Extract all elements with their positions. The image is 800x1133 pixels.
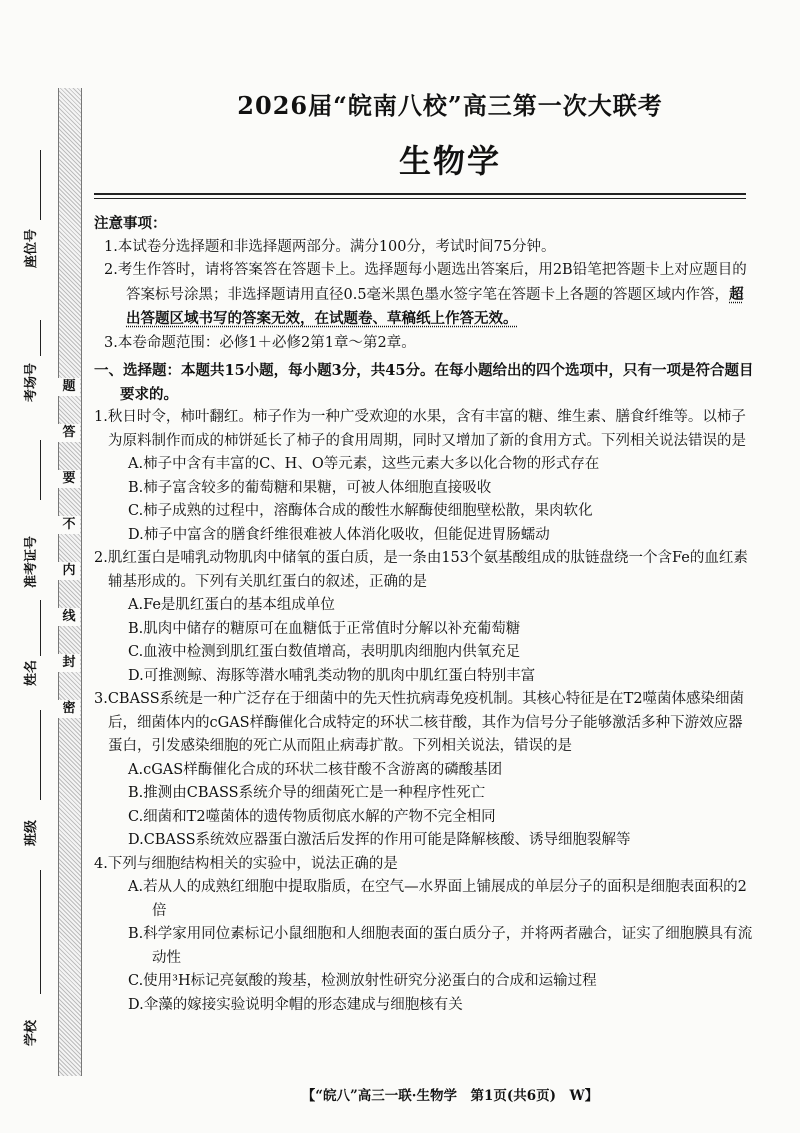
question-option: D.CBASS系统效应器蛋白激活后发挥的作用可能是降解核酸、诱导细胞裂解等 (128, 832, 631, 848)
notice-title: 注意事项： (94, 215, 167, 232)
exam-content (94, 212, 754, 1017)
seal-char: 内 (58, 562, 80, 580)
question (94, 853, 754, 1018)
ticket-label: 准考证号 (24, 535, 39, 588)
seat-field[interactable] (18, 150, 58, 320)
question-option: B.柿子富含较多的葡萄糖和果糖，可被人体细胞直接吸收 (128, 479, 492, 496)
class-label: 班级 (24, 819, 39, 846)
question-stem: 4.下列与细胞结构相关的实验中，说法正确的是 (94, 855, 398, 872)
seal-line-text (58, 378, 80, 718)
school-label: 学校 (24, 1019, 39, 1046)
question-stem: 2.肌红蛋白是哺乳动物肌肉中储氧的蛋白质，是一条由153个氨基酸组成的肽链盘绕一个含Fe的血红素辅基形成的。下列有关肌红蛋白的叙述，正确的是 (94, 550, 748, 590)
header-divider-thin (94, 198, 746, 199)
question-option: C.血液中检测到肌红蛋白数值增高，表明肌肉细胞内供氧充足 (128, 644, 521, 660)
seal-char: 线 (58, 608, 80, 626)
seal-char: 题 (58, 378, 80, 396)
question-option: D.可推测鲸、海豚等潜水哺乳类动物的肌肉中肌红蛋白特别丰富 (128, 667, 536, 684)
question-option: A.cGAS样酶催化合成的环状二核苷酸不含游离的磷酸基团 (128, 761, 503, 778)
question-option: A.柿子中含有丰富的C、H、O等元素，这些元素大多以化合物的形式存在 (128, 456, 600, 472)
question (94, 406, 754, 547)
name-label: 姓名 (24, 659, 39, 686)
class-field[interactable] (18, 710, 58, 870)
question-option: A.若从人的成熟红细胞中提取脂质，在空气—水界面上铺展成的单层分子的面积是细胞表面积的2倍 (128, 879, 747, 919)
question-option: C.使用³H标记亮氨酸的羧基，检测放射性研究分泌蛋白的合成和运输过程 (128, 973, 597, 989)
seal-char: 密 (58, 700, 80, 718)
question-option: B.推测由CBASS系统介导的细菌死亡是一种程序性死亡 (128, 785, 486, 801)
notice-item: 1.本试卷分选择题和非选择题两部分。满分100分，考试时间75分钟。 (104, 238, 556, 255)
exam-room-field[interactable] (18, 320, 58, 410)
question-option: B.科学家用同位素标记小鼠细胞和人细胞表面的蛋白质分子，并将两者融合，证实了细胞膜具有流动性 (128, 926, 753, 966)
header-divider (94, 193, 746, 195)
seal-char: 答 (58, 424, 80, 442)
question-option: C.细菌和T2噬菌体的遗传物质彻底水解的产物不完全相同 (128, 808, 496, 825)
school-field[interactable] (18, 870, 58, 1060)
subject-title: 生物学 (398, 142, 501, 180)
seal-char: 要 (58, 470, 80, 488)
seal-char: 不 (58, 516, 80, 534)
ticket-field[interactable] (18, 440, 58, 600)
notice-item: 3.本卷命题范围：必修1＋必修2第1章～第2章。 (104, 334, 416, 351)
question-option: A.Fe是肌红蛋白的基本组成单位 (128, 597, 335, 613)
section-heading: 一、选择题：本题共15小题，每小题3分，共45分。在每小题给出的四个选项中，只有一项是符合题目要求的。 (94, 362, 754, 403)
question (94, 547, 754, 688)
exam-room-label: 考场号 (24, 362, 39, 402)
question-option: B.肌肉中储存的糖原可在血糖低于正常值时分解以补充葡萄糖 (128, 620, 521, 637)
question-option: D.柿子中富含的膳食纤维很难被人体消化吸收，但能促进胃肠蠕动 (128, 526, 550, 543)
question-option: D.伞藻的嫁接实验说明伞帽的形态建成与细胞核有关 (128, 996, 463, 1013)
notice-emphasis: 超出答题区域书写的答案无效，在试题卷、草稿纸上作答无效。 (126, 285, 744, 327)
question-option: C.柿子成熟的过程中，溶酶体合成的酸性水解酶使细胞壁松散，果肉软化 (128, 503, 593, 519)
notice-text: 2.考生作答时，请将答案答在答题卡上。选择题每小题选出答案后，用2B铅笔把答题卡上对应题目的答案标号涂黑；非选择题请用直径0.5毫米黑色墨水签字笔在答题卡上各题的答题区域内作答， (104, 262, 747, 303)
page-footer: 【“皖八”高三一联·生物学 第1页(共6页) W】 (301, 1088, 599, 1104)
name-field[interactable] (18, 600, 58, 710)
question (94, 688, 754, 853)
exam-title: 2026届“皖南八校”高三第一次大联考 (237, 91, 663, 120)
seal-char: 封 (58, 654, 80, 672)
seat-label: 座位号 (24, 228, 39, 268)
question-stem: 3.CBASS系统是一种广泛存在于细菌中的先天性抗病毒免疫机制。其核心特征是在T2噬菌体感染细菌后，细菌体内的cGAS样酶催化合成特定的环状二核苷酸，其作为信号分子能够激活多种下游效应器蛋白，引发感染细胞的死亡从而阻止病毒扩散。下列相关说法，错误的是 (94, 691, 745, 754)
notice-item (104, 259, 754, 332)
question-stem: 1.秋日时令，柿叶翻红。柿子作为一种广受欢迎的水果，含有丰富的糖、维生素、膳食纤维等。以柿子为原料制作而成的柿饼延长了柿子的食用周期，同时又增加了新的食用方式。下列相关说法错误的是 (94, 409, 746, 449)
